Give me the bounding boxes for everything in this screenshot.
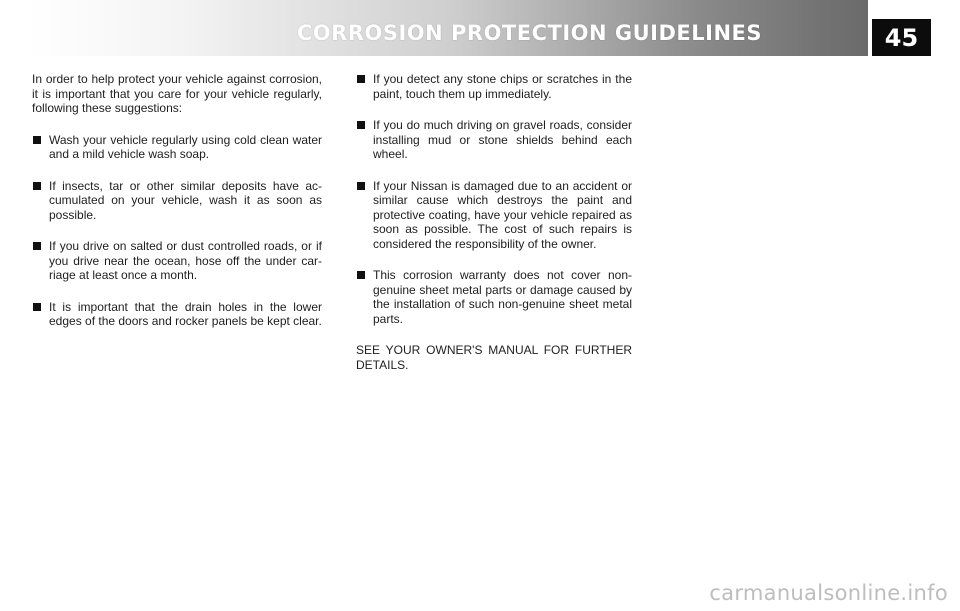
list-item-text: This corrosion warranty does not cover non-genuine sheet metal parts or damage caused by the installation of such non-genuine sheet metal parts. [373,268,632,326]
intro-paragraph: In order to help protect your vehicle against corrosion, it is important that you care for your vehicle regularly, following these suggestions: [32,72,322,115]
list-item [356,72,632,101]
page-number: 45 [872,19,931,56]
list-item-text: If you detect any stone chips or scratches in the paint, touch them up immediately. [373,72,632,101]
square-bullet-icon [33,242,41,250]
list-item-text: It is important that the drain holes in the lower edges of the doors and rocker panels be kept clear. [49,299,322,328]
square-bullet-icon [357,75,365,83]
list-item [32,133,322,162]
square-bullet-icon [357,271,365,279]
square-bullet-icon [357,182,365,190]
list-item [356,268,632,326]
closing-note: SEE YOUR OWNER'S MANUAL FOR FURTHER DETAILS. [356,343,632,372]
square-bullet-icon [33,136,41,144]
left-column [32,72,322,346]
header-band [28,0,868,56]
list-item-text: If insects, tar or other similar deposits have ac-cumulated on your vehicle, wash it as soon as possible. [49,178,322,222]
list-item-text: If you drive on salted or dust controlled roads, or if you drive near the ocean, hose off the under car-riage at least once a month. [49,239,322,282]
square-bullet-icon [357,121,365,129]
watermark: carmanualsonline.info [709,581,948,605]
square-bullet-icon [33,303,41,311]
list-item [32,300,322,329]
page-title: CORROSION PROTECTION GUIDELINES [296,21,762,45]
list-item [32,179,322,223]
list-item [356,118,632,162]
list-item [32,239,322,283]
square-bullet-icon [33,182,41,190]
list-item-text: Wash your vehicle regularly using cold clean water and a mild vehicle wash soap. [49,132,322,161]
right-column [356,72,632,372]
list-item-text: If your Nissan is damaged due to an accident or similar cause which destroys the paint and protective coating, have your vehicle repaired as soon as possible. The cost of such repairs is considered the responsibility of the owner. [373,178,632,251]
list-item-text: If you do much driving on gravel roads, consider installing mud or stone shields behind each wheel. [373,118,632,161]
list-item [356,179,632,252]
